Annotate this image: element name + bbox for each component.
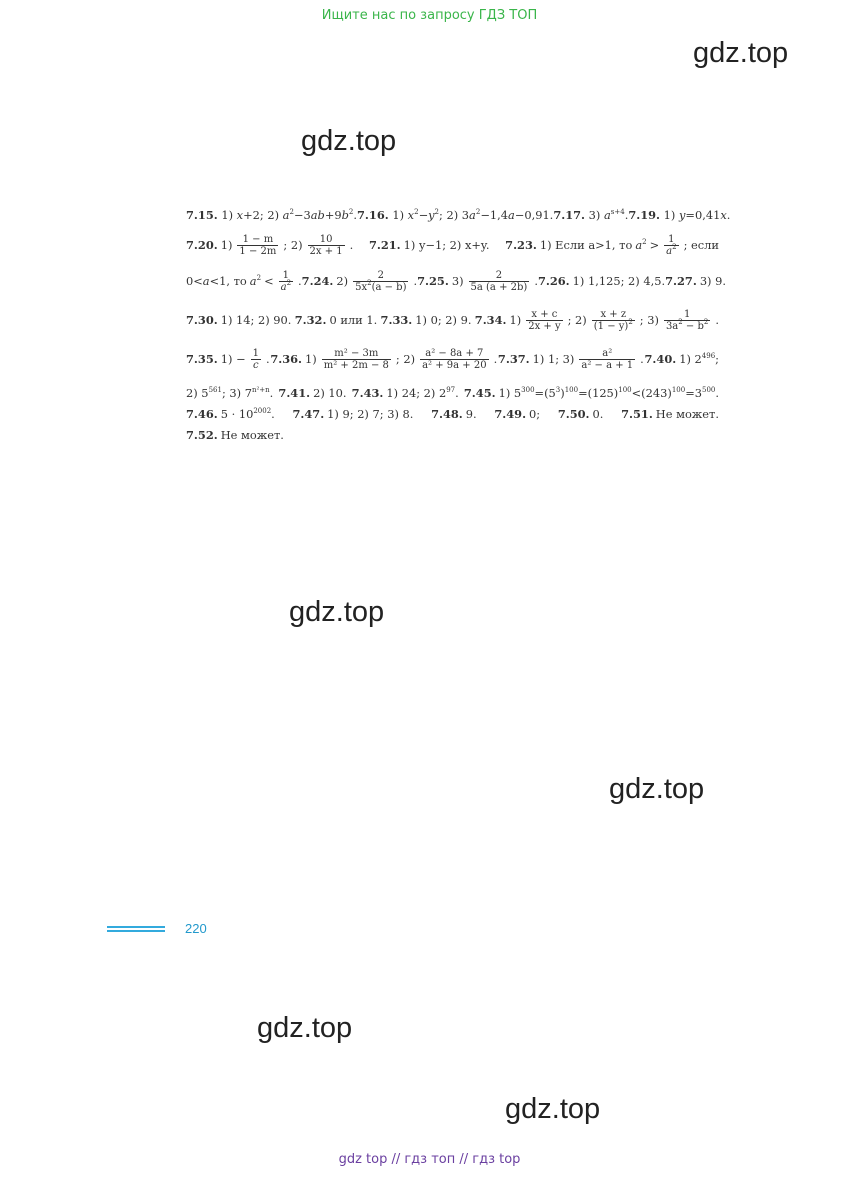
answer-7-51 [621, 407, 719, 421]
answer-text: > [649, 238, 660, 252]
denominator: 2x + 1 [309, 245, 343, 257]
fraction [664, 234, 678, 257]
answer-number: 7.40. [644, 352, 677, 366]
answer-text: 1) 5 [498, 386, 522, 400]
answer-number: 7.36. [270, 352, 303, 366]
answer-line [186, 205, 731, 225]
answer-line [186, 305, 719, 335]
answer-7-17 [553, 208, 628, 222]
denominator: a² + 9a + 20 [422, 359, 487, 371]
numerator: 10 [319, 233, 333, 245]
var: a [507, 208, 515, 222]
answer-text: 0< [186, 274, 203, 288]
denominator [251, 359, 261, 371]
answer-text: 1) − [220, 352, 246, 366]
exponent: 2 [703, 317, 709, 326]
answer-7-35 [186, 348, 270, 371]
answer-text: ; 2) [283, 238, 303, 252]
var: a [603, 208, 611, 222]
exponent: 2 [414, 208, 419, 216]
exponent: 2002 [253, 407, 272, 415]
answer-number: 7.19. [628, 208, 661, 222]
exponent: 100 [564, 386, 579, 394]
answer-text: 5 · 10 [220, 407, 254, 421]
answer-number: 7.41. [278, 386, 311, 400]
answer-text: . [493, 352, 498, 366]
answer-text: 0. [592, 407, 604, 421]
answer-number: 7.21. [368, 238, 401, 252]
denominator-part: 3a [665, 320, 679, 332]
answer-text: −3 [293, 208, 311, 222]
answer-text: +2; 2) [243, 208, 283, 222]
denominator [664, 242, 678, 257]
answer-text: 0; [529, 407, 541, 421]
answer-number: 7.46. [186, 407, 218, 421]
answer-number: 7.27. [665, 274, 697, 288]
answer-text: 3) [451, 274, 464, 288]
answer-text: 1) 2 [679, 352, 702, 366]
numerator: 2 [495, 269, 503, 281]
answer-text: 1) [388, 208, 408, 222]
answer-text: 2) [336, 274, 349, 288]
answer-text: . [624, 208, 629, 222]
answer-7-30 [186, 313, 291, 327]
answer-7-16 [357, 208, 553, 222]
answer-text: 0 или 1. [329, 313, 378, 327]
fraction [353, 270, 408, 293]
answer-text: ; 2) [395, 352, 416, 366]
var: a [282, 208, 290, 222]
answer-7-24 [302, 270, 417, 293]
answer-number: 7.17. [553, 208, 586, 222]
answer-text: ; если [683, 238, 719, 252]
answer-number: 7.48. [431, 407, 463, 421]
answer-text: 3) [585, 208, 604, 222]
var: y [678, 208, 686, 222]
answer-7-23 [505, 234, 719, 257]
exponent: n²+n [251, 386, 270, 394]
exponent: 3 [555, 386, 561, 394]
answer-line [186, 383, 719, 403]
answer-text: 2) 5 [186, 386, 209, 400]
answer-7-47 [292, 407, 413, 421]
answer-7-41 [278, 386, 346, 400]
answer-7-20 [186, 234, 353, 257]
answer-7-15 [186, 208, 357, 222]
watermark: gdz.top [693, 37, 789, 69]
denominator-part: (a − b) [371, 281, 407, 293]
answer-text: 1) Если a>1, то [539, 238, 633, 252]
answer-text: +9 [324, 208, 342, 222]
answer-text: <(243) [631, 386, 672, 400]
answer-text: . [269, 386, 274, 400]
answer-7-43 [352, 386, 459, 400]
answer-line [186, 344, 719, 374]
var: x [407, 208, 415, 222]
numerator: a² − 8a + 7 [425, 347, 484, 359]
answer-7-33 [381, 313, 472, 327]
answer-text: ; 2) [567, 313, 587, 327]
answer-number: 7.35. [186, 352, 218, 366]
exponent: s+4 [610, 208, 625, 216]
answer-number: 7.47. [292, 407, 325, 421]
numerator: 1 [252, 347, 259, 359]
answer-line [186, 231, 719, 259]
answer-text: 1) [217, 208, 237, 222]
answer-number: 7.15. [186, 208, 218, 222]
answer-7-37 [498, 348, 644, 371]
answer-7-27 [665, 274, 726, 288]
var: a [666, 245, 673, 257]
exponent: 500 [702, 386, 716, 394]
denominator-part: − b [682, 320, 704, 332]
answer-number: 7.25. [417, 274, 449, 288]
answer-text: 1) 9; 2) 7; 3) 8. [327, 407, 414, 421]
exponent: 2 [475, 208, 481, 216]
watermark: gdz.top [289, 596, 385, 628]
answer-7-32 [295, 313, 378, 327]
numerator: 1 [668, 233, 675, 245]
answer-number: 7.33. [380, 313, 413, 327]
answer-7-45 [464, 386, 719, 400]
var: a [249, 274, 257, 288]
exponent: 300 [521, 386, 535, 394]
denominator-part: (1 − y) [593, 320, 629, 332]
answer-line [186, 404, 719, 424]
var: a [469, 208, 476, 222]
answer-text: < [264, 274, 274, 288]
exponent: 97 [446, 386, 456, 394]
var: a [202, 274, 210, 288]
answer-text: . [640, 352, 644, 366]
answer-7-46 [186, 407, 275, 421]
answer-text: 9. [465, 407, 477, 421]
page-number: 220 [185, 921, 207, 936]
answer-number: 7.20. [186, 238, 218, 252]
var: x [236, 208, 244, 222]
answer-text: 1) 1,125; 2) 4,5. [572, 274, 666, 288]
answer-text: 1) [660, 208, 679, 222]
answer-text: 1) [509, 313, 522, 327]
answer-text: − [418, 208, 429, 222]
answer-number: 7.30. [186, 313, 218, 327]
fraction [526, 309, 562, 332]
denominator: 5a (a + 2b) [470, 281, 528, 293]
watermark: gdz.top [257, 1012, 353, 1044]
exponent: 496 [701, 352, 716, 360]
answer-text: 1) [305, 352, 317, 366]
denominator: a² − a + 1 [581, 359, 634, 371]
answer-number: 7.50. [557, 407, 590, 421]
denominator: m² + 2m − 8 [323, 359, 389, 371]
answer-text: 1) 1; 3) [532, 352, 575, 366]
answer-text: . [265, 352, 270, 366]
fraction [308, 234, 345, 257]
denominator [353, 278, 408, 293]
answer-number: 7.45. [463, 386, 496, 400]
answer-text: −1,4 [480, 208, 508, 222]
search-hint-link[interactable]: Ищите нас по запросу ГДЗ ТОП [321, 8, 538, 23]
numerator: x + z [600, 308, 627, 320]
footer-links[interactable]: gdz top // гдз топ // гдз top [338, 1152, 521, 1167]
numerator: a² [602, 347, 613, 359]
answer-text: 2) 10. [313, 386, 347, 400]
answer-line [186, 425, 719, 445]
answer-text: ; 2) 3 [439, 208, 470, 222]
answer-text: 1) 14; 2) 90. [220, 313, 292, 327]
exponent: 100 [671, 386, 686, 394]
fraction [279, 270, 293, 293]
answer-7-19 [628, 208, 730, 222]
exponent: 2 [672, 242, 677, 251]
answer-text: . [349, 238, 354, 252]
watermark: gdz.top [505, 1093, 601, 1125]
answer-number: 7.51. [621, 407, 653, 421]
answer-7-34 [475, 309, 719, 332]
answer-number: 7.32. [294, 313, 327, 327]
fraction [251, 348, 261, 371]
fraction [237, 234, 278, 257]
var: x [720, 208, 727, 222]
var: b [341, 208, 349, 222]
answer-7-36 [270, 348, 497, 371]
answer-7-40-cont [186, 386, 273, 400]
answer-text: 1) y−1; 2) x+y. [403, 238, 490, 252]
fraction [579, 348, 635, 371]
numerator: 1 [683, 308, 691, 320]
answer-text: <1, то [209, 274, 247, 288]
exponent: 2 [642, 238, 647, 246]
answer-number: 7.43. [351, 386, 384, 400]
exponent: 2 [256, 274, 262, 282]
answer-text: 1) [220, 238, 233, 252]
answer-text: 1) 24; 2) 2 [386, 386, 447, 400]
exponent: 2 [286, 278, 292, 287]
denominator: 1 − 2m [239, 245, 277, 257]
var: y [428, 208, 435, 222]
var: ab [310, 208, 325, 222]
var: a [635, 238, 643, 252]
numerator: x + c [531, 308, 558, 320]
answer-text: −0,91. [514, 208, 554, 222]
answer-text: ; 3) [639, 313, 659, 327]
answer-7-23-cont [186, 270, 302, 293]
answer-7-50 [558, 407, 604, 421]
page-number-bar [107, 926, 165, 932]
watermark: gdz.top [301, 125, 397, 157]
answer-number: 7.52. [186, 428, 218, 442]
answer-text: . [298, 274, 302, 288]
denominator [279, 278, 293, 293]
fraction [664, 309, 710, 332]
answer-text: =(125) [578, 386, 619, 400]
answer-number: 7.23. [505, 238, 537, 252]
numerator: 2 [377, 269, 384, 281]
answer-text: Не может. [655, 407, 719, 421]
answer-number: 7.26. [537, 274, 570, 288]
answer-text: =(5 [534, 386, 556, 400]
answer-7-52 [186, 428, 284, 442]
answer-7-26 [538, 274, 665, 288]
fraction [322, 348, 391, 371]
answer-7-40 [645, 352, 720, 366]
denominator: 2x + y [528, 320, 561, 332]
answer-text: ; 3) 7 [221, 386, 252, 400]
fraction [592, 309, 635, 332]
answer-number: 7.37. [497, 352, 530, 366]
var: c [252, 359, 259, 371]
numerator: m² − 3m [334, 347, 379, 359]
answer-text: 3) 9. [699, 274, 726, 288]
answer-7-21 [369, 238, 490, 252]
answer-text: ) [560, 386, 565, 400]
exponent: 561 [208, 386, 222, 394]
denominator [592, 317, 635, 332]
fraction [469, 270, 530, 293]
exponent: 2 [348, 208, 354, 216]
denominator [664, 317, 710, 332]
answer-7-48 [431, 407, 477, 421]
answer-text: 1) 0; 2) 9. [415, 313, 472, 327]
exponent: 2 [289, 208, 294, 216]
answer-text: . [413, 274, 418, 288]
answer-7-25 [417, 270, 538, 293]
exponent: 2 [628, 317, 633, 326]
numerator: 1 − m [242, 233, 274, 245]
answer-number: 7.16. [357, 208, 389, 222]
answer-text: . [271, 407, 275, 421]
answer-text: . [534, 274, 538, 288]
answer-text: . [455, 386, 459, 400]
answer-number: 7.34. [474, 313, 507, 327]
exponent: 2 [367, 278, 372, 287]
answer-number: 7.49. [494, 407, 527, 421]
answer-line [186, 267, 726, 295]
denominator-part: 5x [355, 281, 368, 293]
fraction [420, 348, 489, 371]
answer-text: Не может. [220, 428, 284, 442]
answer-7-49 [494, 407, 540, 421]
exponent: 2 [434, 208, 440, 216]
exponent: 100 [618, 386, 632, 394]
answer-text: =0,41 [685, 208, 721, 222]
watermark: gdz.top [609, 773, 705, 805]
answer-number: 7.24. [301, 274, 334, 288]
answer-text: . [353, 208, 357, 222]
answer-text: =3 [685, 386, 702, 400]
answer-text: . [726, 208, 731, 222]
answer-text: . [715, 313, 719, 327]
numerator: 1 [282, 269, 290, 281]
var: a [280, 281, 287, 293]
answer-text: ; [715, 352, 719, 366]
exponent: 2 [678, 317, 683, 326]
answer-text: . [715, 386, 719, 400]
